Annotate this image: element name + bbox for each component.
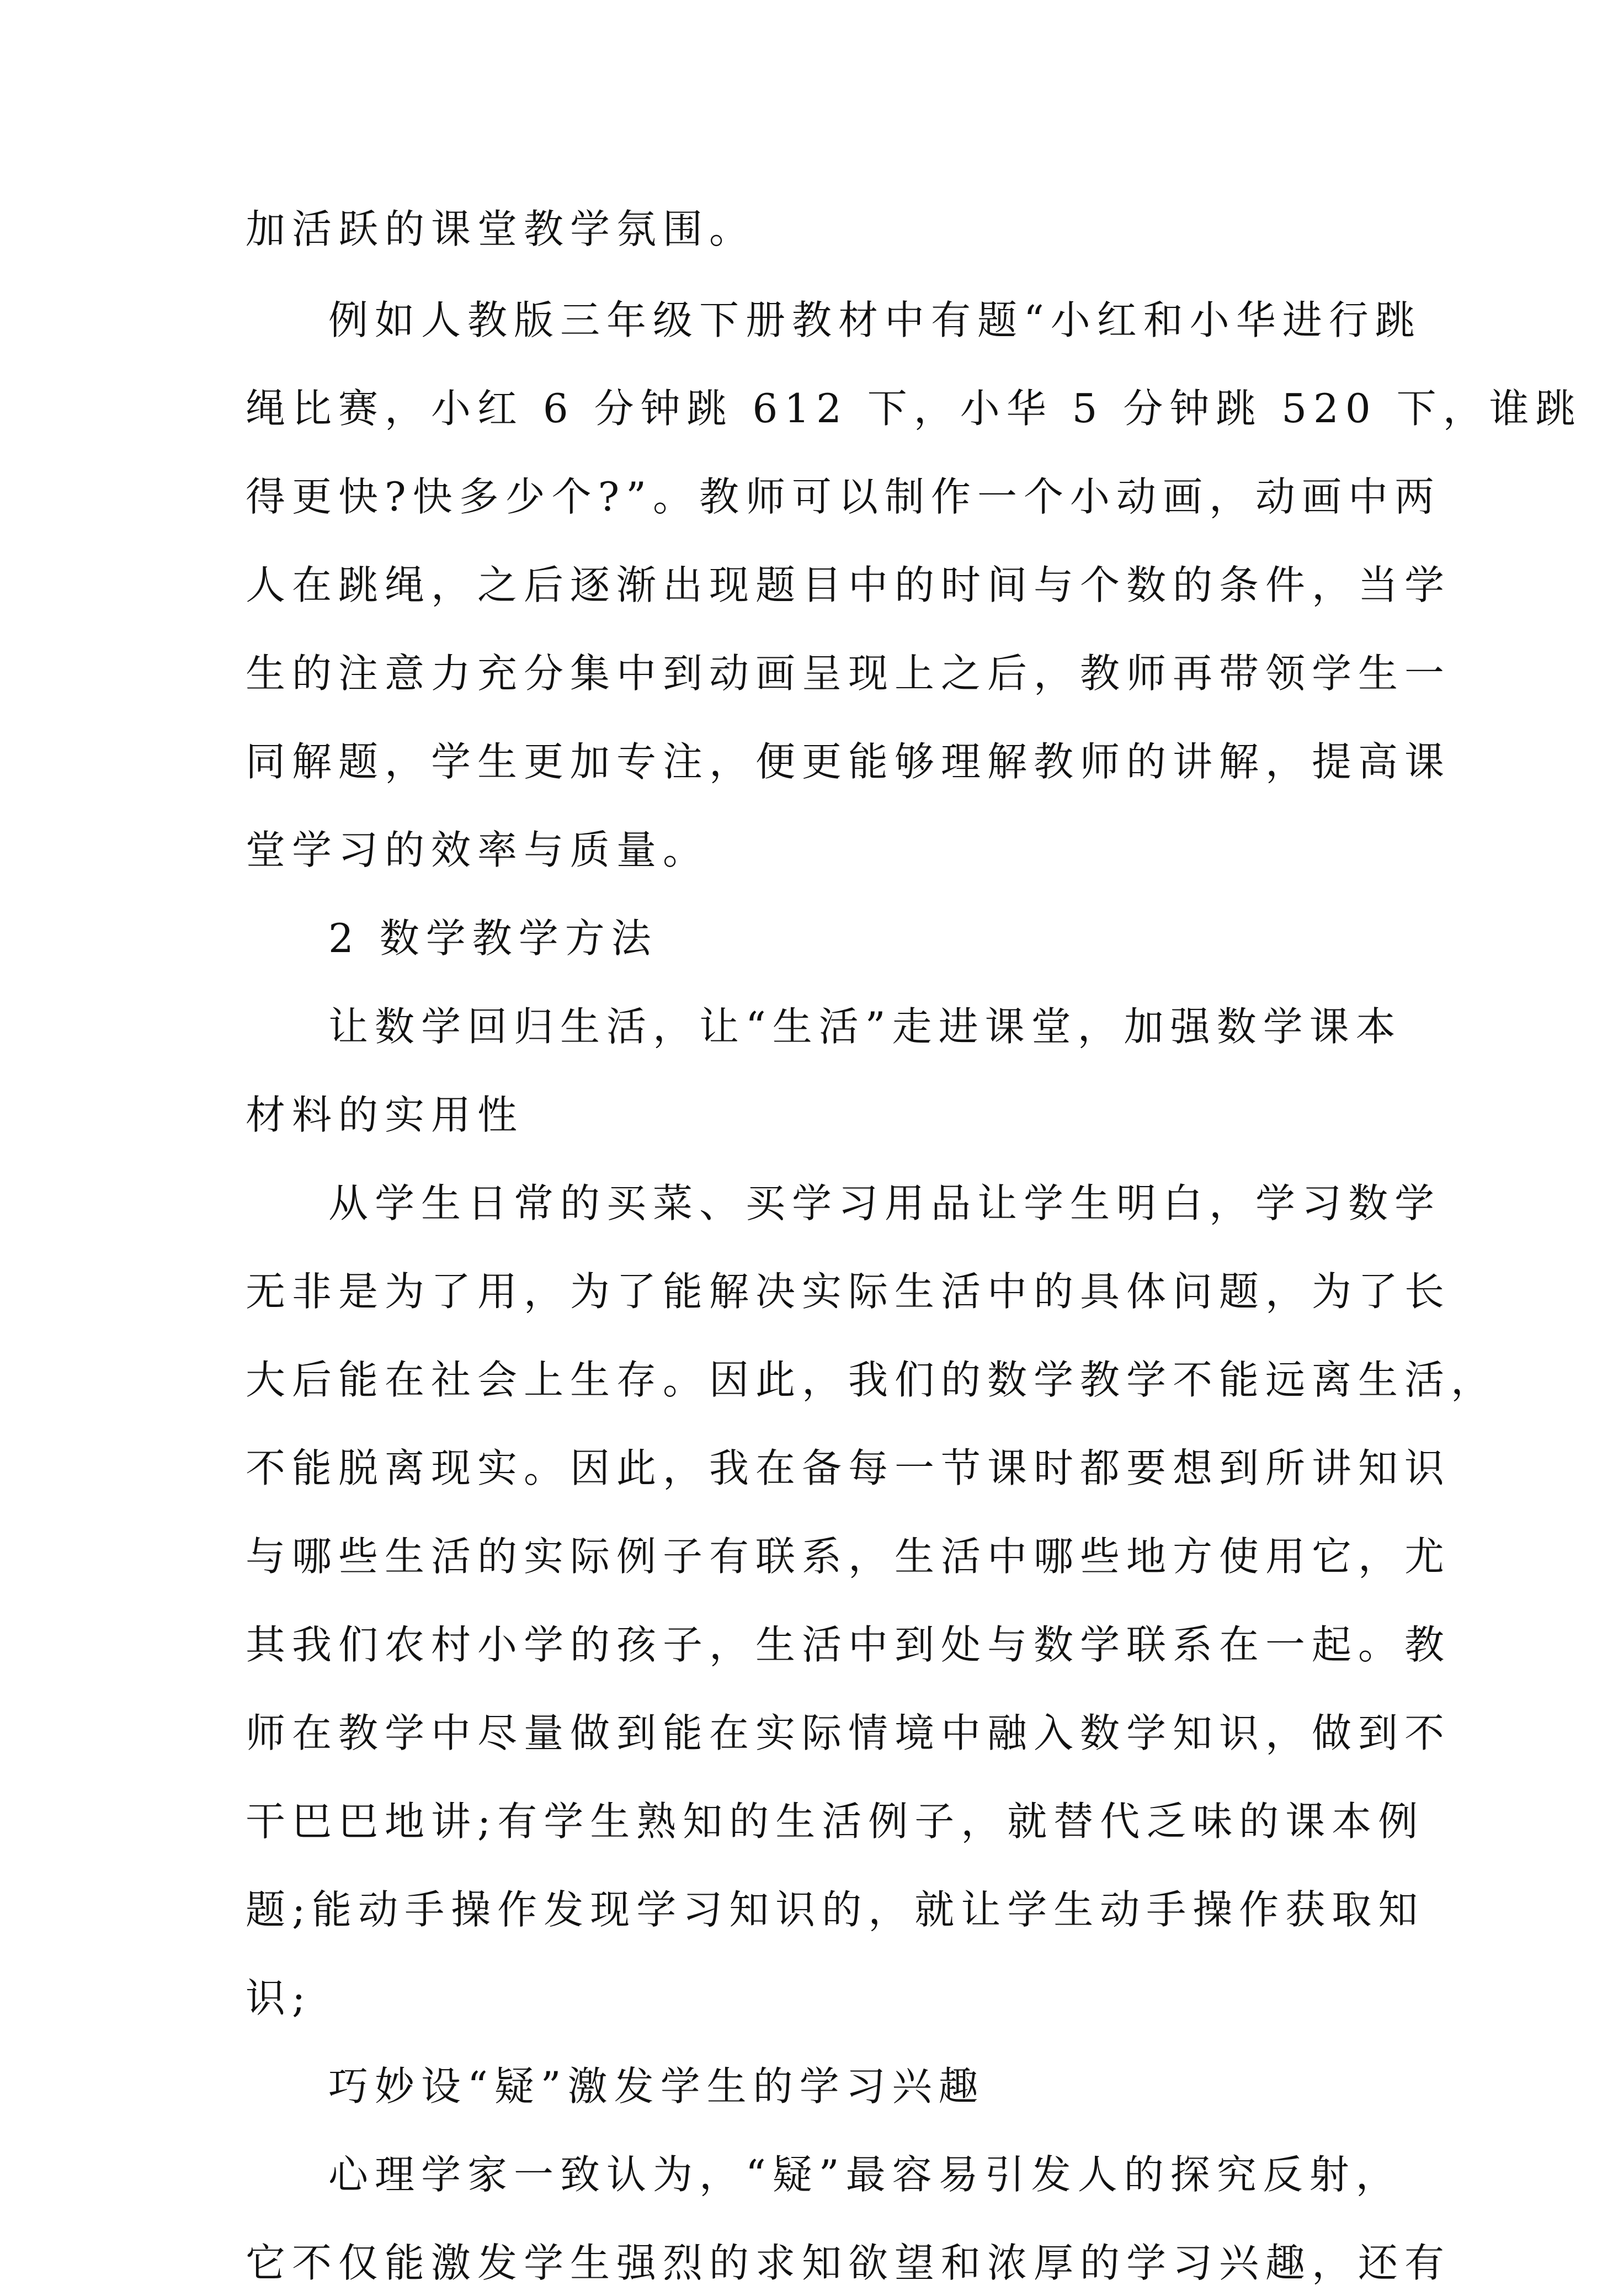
text-line: 师在教学中尽量做到能在实际情境中融入数学知识，做到不 <box>246 1710 1451 1756</box>
text-line: 其我们农村小学的孩子，生活中到处与数学联系在一起。教 <box>246 1622 1451 1668</box>
text-line: 无非是为了用，为了能解决实际生活中的具体问题，为了长 <box>246 1268 1451 1315</box>
text-line: 加活跃的课堂教学氛围。 <box>246 206 756 252</box>
paragraph-start-line: 例如人教版三年级下册教材中有题“小红和小华进行跳 <box>328 297 1422 343</box>
text-line: 得更快?快多少个?”。教师可以制作一个小动画，动画中两 <box>246 474 1441 520</box>
subheading-line: 让数学回归生活，让“生活”走进课堂，加强数学课本 <box>328 1003 1402 1050</box>
text-line: 生的注意力充分集中到动画呈现上之后，教师再带领学生一 <box>246 650 1451 697</box>
text-line: 干巴巴地讲;有学生熟知的生活例子，就替代乏味的课本例 <box>246 1798 1425 1845</box>
text-line: 与哪些生活的实际例子有联系，生活中哪些地方使用它，尤 <box>246 1533 1451 1580</box>
text-line: 它不仅能激发学生强烈的求知欲望和浓厚的学习兴趣，还有 <box>246 2240 1451 2286</box>
text-line: 人在跳绳，之后逐渐出现题目中的时间与个数的条件，当学 <box>246 562 1451 608</box>
paragraph-start-line: 从学生日常的买菜、买学习用品让学生明白，学习数学 <box>328 1180 1441 1226</box>
text-line: 识; <box>246 1975 312 2021</box>
text-line: 大后能在社会上生存。因此，我们的数学教学不能远离生活， <box>246 1357 1498 1403</box>
text-line: 绳比赛，小红 6 分钟跳 612 下，小华 5 分钟跳 520 下，谁跳 <box>246 385 1582 432</box>
paragraph-start-line: 心理学家一致认为，“疑”最容易引发人的探究反射， <box>328 2151 1402 2198</box>
subheading-line: 巧妙设“疑”激发学生的学习兴趣 <box>328 2063 985 2109</box>
text-line: 题;能动手操作发现学习知识的，就让学生动手操作获取知 <box>246 1886 1425 1933</box>
text-line: 不能脱离现实。因此，我在备每一节课时都要想到所讲知识 <box>246 1445 1451 1491</box>
text-line: 堂学习的效率与质量。 <box>246 827 710 873</box>
section-heading: 2 数学教学方法 <box>328 915 658 961</box>
text-line: 同解题，学生更加专注，便更能够理解教师的讲解，提高课 <box>246 738 1451 785</box>
subheading-line: 材料的实用性 <box>246 1092 524 1138</box>
